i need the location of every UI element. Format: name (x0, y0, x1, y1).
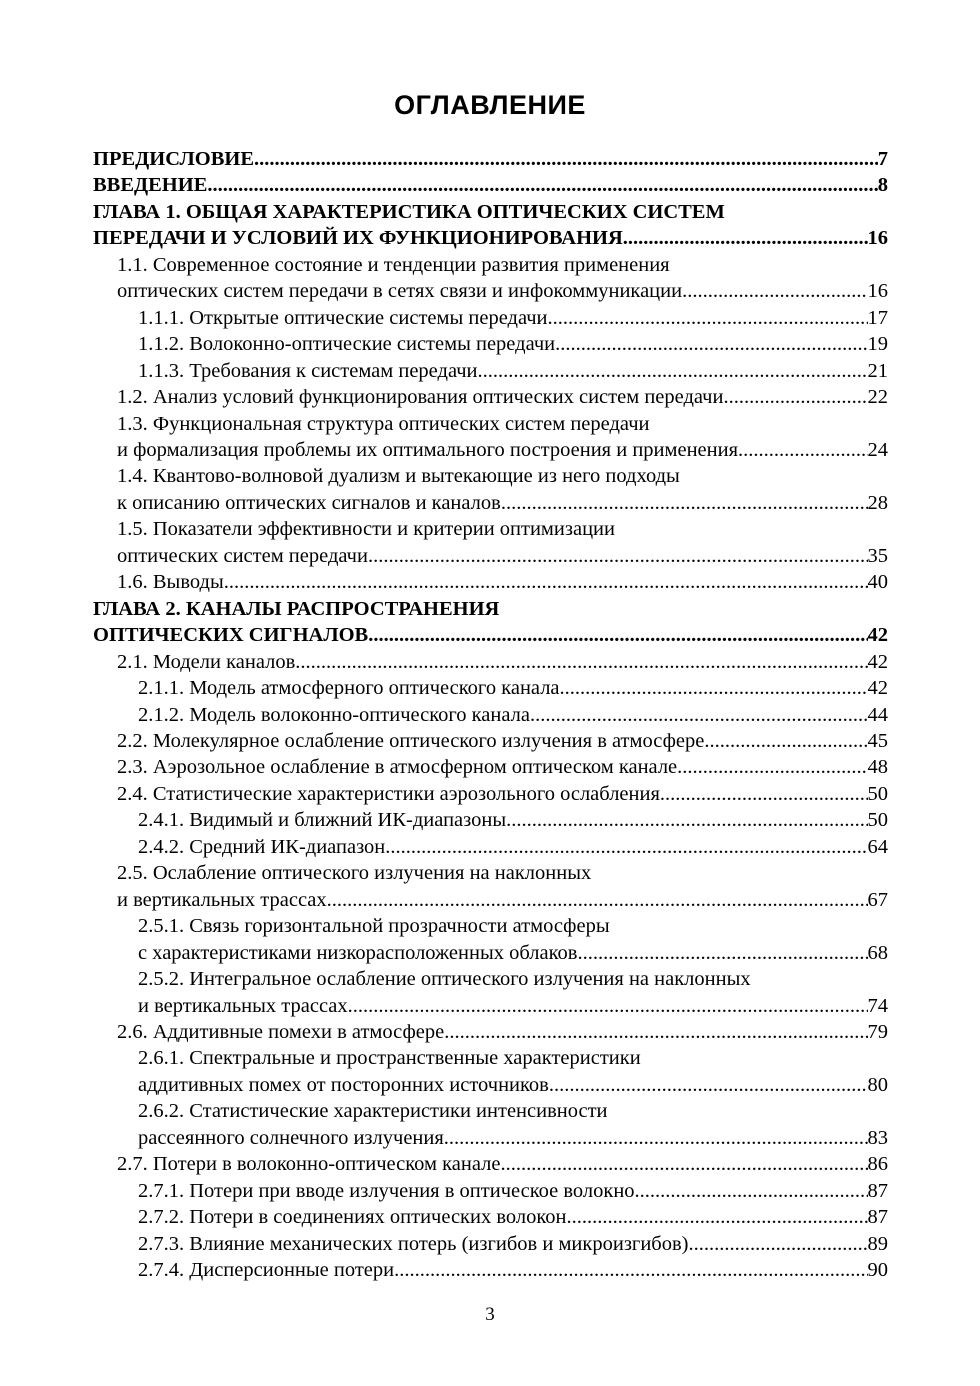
toc-entry-line: 2.5.2. Интегральное ослабление оптического излучения на наклонных (138, 968, 751, 991)
dot-leader (704, 728, 867, 754)
toc-entry-line (138, 1178, 888, 1204)
toc-entry-line (117, 543, 888, 569)
toc-entry-text: 2.3. Аэрозольное ослабление в атмосферном оптическом канале (117, 756, 678, 779)
toc-page-number: 42 (867, 650, 888, 673)
dot-leader (368, 543, 868, 569)
toc-page-number: 80 (867, 1073, 888, 1096)
dot-leader (385, 834, 867, 860)
toc-entry-line (117, 490, 888, 516)
toc-page-number: 40 (867, 571, 888, 594)
toc-entry (93, 172, 888, 198)
toc-entry-line: 2.5. Ослабление оптического излучения на наклонных (117, 862, 592, 885)
toc-page-number: 42 (867, 677, 888, 700)
toc-entry-line: 2.6.1. Спектральные и пространственные характеристики (138, 1047, 641, 1070)
toc-page-number: 86 (867, 1153, 888, 1176)
toc-entry-text: рассеянного солнечного излучения (138, 1126, 444, 1149)
toc-entry-text: 2.2. Молекулярное ослабление оптического излучения в атмосфере (117, 729, 705, 752)
toc-entry-line (117, 569, 888, 595)
toc-entry-text: 1.1.3. Требования к системам передачи (138, 359, 478, 382)
dot-leader (327, 887, 868, 913)
toc-entry-line (117, 649, 888, 675)
toc-entry-text: 1.6. Выводы (117, 571, 224, 594)
toc-page-number: 22 (867, 386, 888, 409)
toc-page-number: 35 (867, 544, 888, 567)
toc-entry-text: 2.7.3. Влияние механических потерь (изгибов и микроизгибов) (138, 1232, 689, 1255)
toc-entry-line (138, 940, 888, 966)
toc-entry-line (138, 1204, 888, 1230)
toc-entry-line (117, 278, 888, 304)
dot-leader (689, 1231, 868, 1257)
toc-entry (93, 331, 888, 357)
toc-entry (93, 913, 888, 966)
toc-entry-line: 1.1. Современное состояние и тенденции развития применения (117, 253, 670, 276)
toc-page-number: 68 (867, 941, 888, 964)
toc-entry-line: 2.6.2. Статистические характеристики интенсивности (138, 1100, 608, 1123)
toc-entry (93, 834, 888, 860)
toc-entry (93, 252, 888, 305)
toc-entry (93, 860, 888, 913)
dot-leader (394, 1257, 867, 1283)
toc-entry-text: 2.7. Потери в волоконно-оптическом канале (117, 1153, 501, 1176)
toc-entry-line: ГЛАВА 1. ОБЩАЯ ХАРАКТЕРИСТИКА ОПТИЧЕСКИХ СИСТЕМ (93, 200, 725, 223)
dot-leader (348, 993, 868, 1019)
toc-entry-text: ПЕРЕДАЧИ И УСЛОВИЙ ИХ ФУНКЦИОНИРОВАНИЯ (93, 227, 623, 250)
toc-page-number: 16 (867, 227, 888, 250)
toc-page-number: 45 (867, 729, 888, 752)
toc-page-number: 16 (867, 280, 888, 303)
toc-entry-line (93, 172, 888, 198)
toc-entry-text: 2.4.1. Видимый и ближний ИК-диапазоны (138, 809, 507, 832)
toc-entry-text: ВВЕДЕНИЕ (93, 174, 208, 197)
toc-entry (93, 1178, 888, 1204)
toc-entry-text: оптических систем передачи в сетях связи и инфокоммуникации (117, 280, 683, 303)
toc-entry (93, 569, 888, 595)
toc-entry (93, 411, 888, 464)
toc-entry (93, 1098, 888, 1151)
toc-entry-text: 2.4. Статистические характеристики аэрозольного ослабления (117, 782, 660, 805)
dot-leader (548, 305, 868, 331)
toc-entry-text: и вертикальных трассах (117, 888, 327, 911)
dot-leader (560, 675, 868, 701)
dot-leader (682, 278, 867, 304)
toc-entry (93, 966, 888, 1019)
dot-leader (501, 490, 868, 516)
toc-entry-text: ПРЕДИСЛОВИЕ (93, 148, 254, 170)
toc-entry-line (138, 834, 888, 860)
toc-page-number: 50 (867, 809, 888, 832)
toc-entry-text: 1.2. Анализ условий функционирования оптических систем передачи (117, 386, 724, 409)
dot-leader (444, 1125, 868, 1151)
toc-entry (93, 1257, 888, 1283)
toc-entry (93, 1151, 888, 1177)
toc-entry-line (138, 993, 888, 1019)
toc-entry-line (138, 305, 888, 331)
dot-leader (677, 754, 867, 780)
toc-page-number: 42 (867, 624, 888, 647)
toc-page-number: 89 (867, 1232, 888, 1255)
toc-entry (93, 675, 888, 701)
toc-entry-line (93, 146, 888, 172)
dot-leader (555, 331, 867, 357)
page-title: ОГЛАВЛЕНИЕ (394, 90, 586, 120)
dot-leader (738, 437, 867, 463)
toc-page-number: 21 (867, 359, 888, 382)
toc-entry-text: ОПТИЧЕСКИХ СИГНАЛОВ (93, 624, 369, 647)
toc-entry (93, 358, 888, 384)
dot-leader (368, 622, 867, 648)
toc-entry-line (138, 1231, 888, 1257)
dot-leader (444, 1019, 867, 1045)
toc-entry-text: 1.1.1. Открытые оптические системы передачи (138, 306, 548, 329)
toc-entry (93, 649, 888, 675)
toc-entry-line (117, 437, 888, 463)
toc-entry-line: 1.5. Показатели эффективности и критерии оптимизации (117, 518, 615, 541)
toc-entry-line (117, 728, 888, 754)
toc-page-number: 7 (877, 148, 888, 170)
toc-page-number: 79 (867, 1020, 888, 1043)
dot-leader (295, 649, 867, 675)
toc-page-number: 48 (867, 756, 888, 779)
toc-entry-line (138, 1072, 888, 1098)
toc-page-number: 8 (877, 174, 888, 197)
toc-entry (93, 1019, 888, 1045)
toc-entry (93, 384, 888, 410)
dot-leader (254, 146, 878, 172)
dot-leader (660, 781, 868, 807)
toc-entry (93, 1204, 888, 1230)
toc-page-number: 87 (867, 1206, 888, 1229)
toc-entry-text: 2.7.4. Дисперсионные потери (138, 1259, 395, 1282)
toc-entry-text: аддитивных помех от посторонних источников (138, 1073, 549, 1096)
toc-entry-line (138, 1125, 888, 1151)
toc-entry-line: 1.3. Функциональная структура оптических систем передачи (117, 412, 650, 435)
toc-entry-text: 2.7.2. Потери в соединениях оптических волокон (138, 1206, 567, 1229)
dot-leader (723, 384, 867, 410)
toc-page-number: 44 (867, 703, 888, 726)
toc-entry (93, 754, 888, 780)
toc-entry (93, 199, 888, 252)
dot-leader (530, 702, 868, 728)
toc-page-number: 83 (867, 1126, 888, 1149)
toc-entry-line (117, 1151, 888, 1177)
dot-leader (577, 940, 867, 966)
dot-leader (549, 1072, 868, 1098)
toc-entry-line (93, 622, 888, 648)
toc-entry-line (117, 781, 888, 807)
dot-leader (567, 1204, 868, 1230)
toc-entry (93, 146, 888, 172)
toc-page-number: 90 (867, 1259, 888, 1282)
toc-page-number: 67 (867, 888, 888, 911)
toc-entry (93, 596, 888, 649)
dot-leader (635, 1178, 868, 1204)
toc-entry (93, 807, 888, 833)
dot-leader (478, 358, 868, 384)
toc-entry (93, 728, 888, 754)
toc-entry-text: и формализация проблемы их оптимального построения и применения (117, 438, 739, 461)
toc-entry-text: 1.1.2. Волоконно-оптические системы передачи (138, 333, 556, 356)
toc-entry-text: к описанию оптических сигналов и каналов (117, 491, 501, 514)
toc-entry (93, 702, 888, 728)
dot-leader (623, 225, 868, 251)
toc-entry-line (138, 702, 888, 728)
toc-page-number: 87 (867, 1179, 888, 1202)
toc-entry-text: 2.1.2. Модель волоконно-оптического канала (138, 703, 530, 726)
toc-entry-text: с характеристиками низкорасположенных облаков (138, 941, 578, 964)
toc-page-number: 17 (867, 306, 888, 329)
table-of-contents (93, 146, 888, 1283)
toc-entry-line (117, 754, 888, 780)
toc-entry-text: 2.7.1. Потери при вводе излучения в оптическое волокно (138, 1179, 635, 1202)
toc-page-number: 19 (867, 333, 888, 356)
toc-entry (93, 463, 888, 516)
dot-leader (224, 569, 868, 595)
toc-entry-line (138, 358, 888, 384)
dot-leader (506, 807, 867, 833)
toc-entry (93, 1231, 888, 1257)
toc-entry-line (117, 1019, 888, 1045)
dot-leader (500, 1151, 867, 1177)
toc-entry-line (138, 331, 888, 357)
toc-entry-line: ГЛАВА 2. КАНАЛЫ РАСПРОСТРАНЕНИЯ (93, 597, 500, 620)
toc-entry-line (138, 807, 888, 833)
toc-entry-line: 2.5.1. Связь горизонтальной прозрачности атмосферы (138, 915, 610, 938)
toc-entry-line (117, 887, 888, 913)
toc-entry-line (117, 384, 888, 410)
toc-page-number: 74 (867, 994, 888, 1017)
toc-entry-text: 2.4.2. Средний ИК-диапазон (138, 835, 386, 858)
toc-entry-text: 2.1. Модели каналов (117, 650, 296, 673)
toc-entry (93, 305, 888, 331)
toc-entry (93, 516, 888, 569)
toc-page-number: 64 (867, 835, 888, 858)
toc-entry-line (93, 225, 888, 251)
toc-entry-line: 1.4. Квантово-волновой дуализм и вытекающие из него подходы (117, 465, 680, 488)
toc-page-number: 50 (867, 782, 888, 805)
toc-entry-text: 2.6. Аддитивные помехи в атмосфере (117, 1020, 445, 1043)
toc-entry-line (138, 1257, 888, 1283)
toc-entry-text: и вертикальных трассах (138, 994, 348, 1017)
toc-entry (93, 781, 888, 807)
page-number: 3 (485, 1304, 495, 1325)
toc-entry (93, 1045, 888, 1098)
dot-leader (207, 172, 877, 198)
toc-entry-text: 2.1.1. Модель атмосферного оптического канала (138, 677, 560, 700)
toc-entry-line (138, 675, 888, 701)
toc-page-number: 24 (867, 438, 888, 461)
toc-entry-text: оптических систем передачи (117, 544, 368, 567)
toc-page-number: 28 (867, 491, 888, 514)
